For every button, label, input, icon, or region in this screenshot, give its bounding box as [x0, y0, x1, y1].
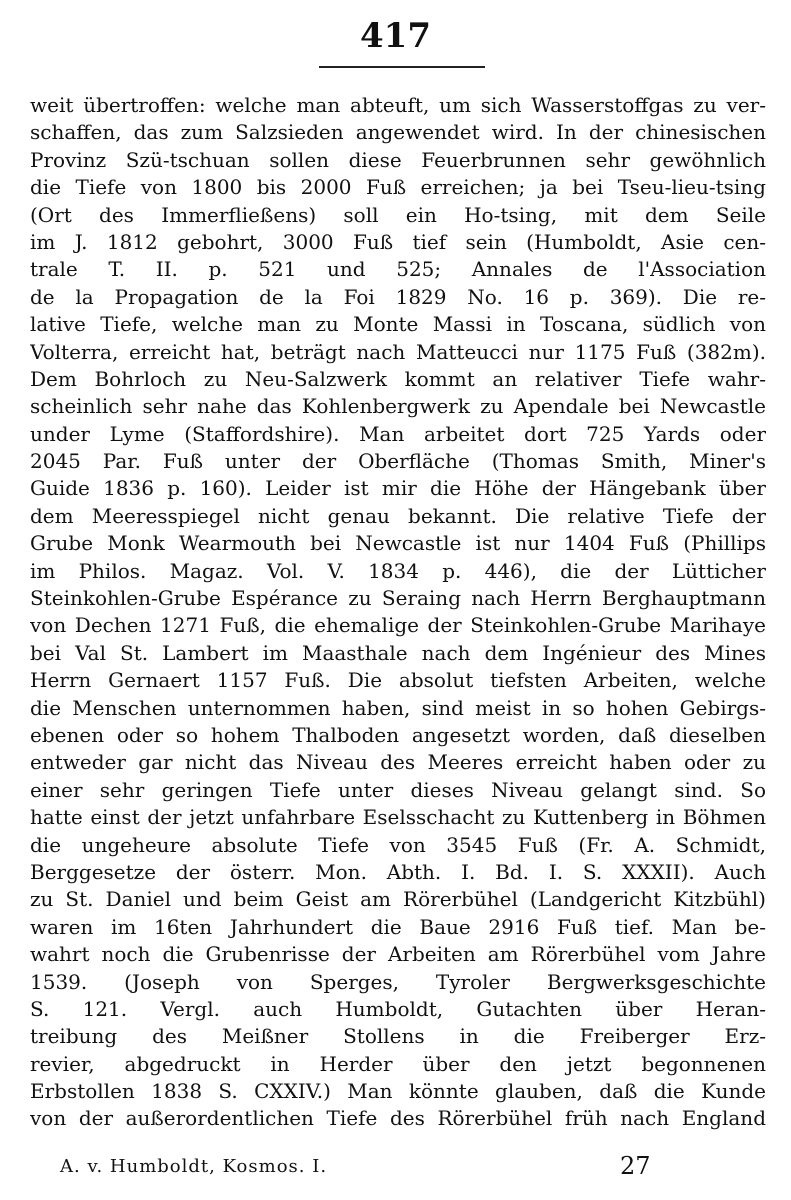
text-line: dem Meeresspiegel nicht genau bekannt. Die relative Tiefe der [30, 503, 766, 528]
text-line: zu St. Daniel und beim Geist am Rörerbühel (Landgericht Kitzbühl) [30, 887, 766, 912]
text-line: Volterra, erreicht hat, beträgt nach Matteucci nur 1175 Fuß (382m). [30, 339, 766, 364]
text-line: Herrn Gernaert 1157 Fuß. Die absolut tiefsten Arbeiten, welche [30, 668, 766, 693]
text-line: trale T. II. p. 521 und 525; Annales de l'Association [30, 257, 766, 282]
text-line: entweder gar nicht das Niveau des Meeres erreicht haben oder zu [30, 750, 766, 775]
text-line: S. 121. Vergl. auch Humboldt, Gutachten über Heran- [30, 996, 766, 1021]
text-line: lative Tiefe, welche man zu Monte Massi in Toscana, südlich von [30, 312, 766, 337]
text-line: 2045 Par. Fuß unter der Oberfläche (Thomas Smith, Miner's [30, 449, 766, 474]
text-line: Erbstollen 1838 S. CXXIV.) Man könnte glauben, daß die Kunde [30, 1079, 766, 1104]
body-text [30, 92, 766, 1133]
text-line: im J. 1812 gebohrt, 3000 Fuß tief sein (Humboldt, Asie cen- [30, 229, 766, 254]
text-line: Provinz Szü-tschuan sollen diese Feuerbrunnen sehr gewöhnlich [30, 147, 766, 172]
text-line: von der außerordentlichen Tiefe des Rörerbühel früh nach England [30, 1106, 766, 1131]
text-line: de la Propagation de la Foi 1829 No. 16 p. 369). Die re- [30, 284, 766, 309]
text-line: Berggesetze der österr. Mon. Abth. I. Bd. I. S. XXXII). Auch [30, 859, 766, 884]
text-line: hatte einst der jetzt unfahrbare Eselsschacht zu Kuttenberg in Böhmen [30, 805, 766, 830]
text-line: Guide 1836 p. 160). Leider ist mir die Höhe der Hängebank über [30, 476, 766, 501]
text-line: scheinlich sehr nahe das Kohlenbergwerk zu Apendale bei Newcastle [30, 394, 766, 419]
text-line: die ungeheure absolute Tiefe von 3545 Fuß (Fr. A. Schmidt, [30, 832, 766, 857]
footer-sheet-number: 27 [620, 1152, 651, 1180]
text-line: 1539. (Joseph von Sperges, Tyroler Bergwerksgeschichte [30, 969, 766, 994]
text-line: (Ort des Immerfließens) soll ein Ho-tsing, mit dem Seile [30, 202, 766, 227]
page-number: 417 [360, 16, 431, 56]
text-line: einer sehr geringen Tiefe unter dieses Niveau gelangt sind. So [30, 777, 766, 802]
footer [60, 1152, 660, 1186]
text-line: ebenen oder so hohem Thalboden angesetzt worden, daß dieselben [30, 722, 766, 747]
text-line: die Tiefe von 1800 bis 2000 Fuß erreichen; ja bei Tseu-lieu-tsing [30, 175, 766, 200]
footer-signature: A. v. Humboldt, Kosmos. I. [60, 1156, 328, 1177]
header-rule [319, 66, 485, 68]
text-line: weit übertroffen: welche man abteuft, um sich Wasserstoffgas zu ver- [30, 93, 766, 117]
text-line: von Dechen 1271 Fuß, die ehemalige der Steinkohlen-Grube Marihaye [30, 613, 766, 638]
text-line: die Menschen unternommen haben, sind meist in so hohen Gebirgs- [30, 695, 766, 720]
text-line: Dem Bohrloch zu Neu-Salzwerk kommt an relativer Tiefe wahr- [30, 366, 766, 391]
text-line: under Lyme (Staffordshire). Man arbeitet dort 725 Yards oder [30, 421, 766, 446]
text-line: Grube Monk Wearmouth bei Newcastle ist nur 1404 Fuß (Phillips [30, 531, 766, 556]
text-line: schaffen, das zum Salzsieden angewendet wird. In der chinesischen [30, 120, 766, 145]
text-line: Steinkohlen-Grube Espérance zu Seraing nach Herrn Berghauptmann [30, 586, 766, 611]
text-line: im Philos. Magaz. Vol. V. 1834 p. 446), die der Lütticher [30, 558, 766, 583]
text-line: waren im 16ten Jahrhundert die Baue 2916 Fuß tief. Man be- [30, 914, 766, 939]
text-line: treibung des Meißner Stollens in die Freiberger Erz- [30, 1024, 766, 1049]
text-line: bei Val St. Lambert im Maasthale nach dem Ingénieur des Mines [30, 640, 766, 665]
text-line: revier, abgedruckt in Herder über den jetzt begonnenen [30, 1051, 766, 1076]
text-line: wahrt noch die Grubenrisse der Arbeiten am Rörerbühel vom Jahre [30, 942, 766, 967]
